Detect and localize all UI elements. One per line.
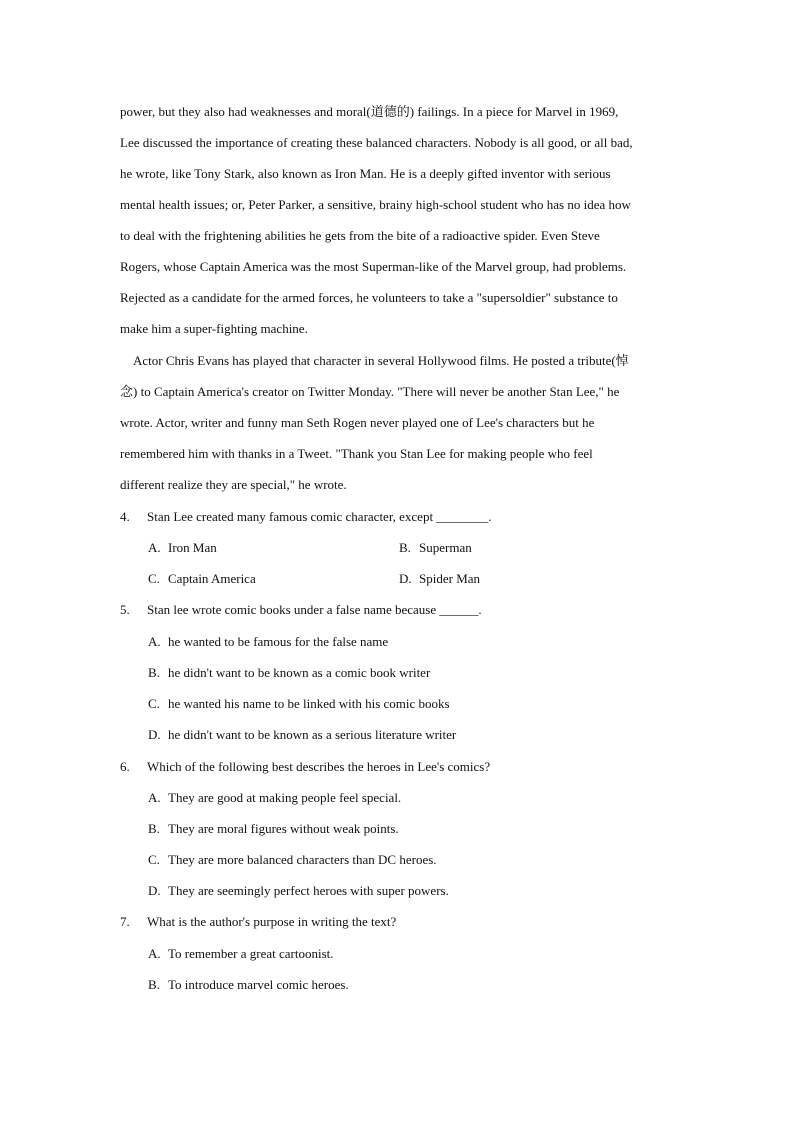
passage-line: remembered him with thanks in a Tweet. "Thank you Stan Lee for making people who feel bbox=[120, 446, 593, 461]
passage-line: Rogers, whose Captain America was the most Superman-like of the Marvel group, had problems. bbox=[120, 259, 627, 274]
option-text: To remember a great cartoonist. bbox=[168, 946, 334, 961]
option-text: Spider Man bbox=[419, 571, 481, 586]
option-text: he wanted his name to be linked with his comic books bbox=[168, 696, 450, 711]
passage-line: Lee discussed the importance of creating these balanced characters. Nobody is all good, or all bad, bbox=[120, 135, 633, 150]
question-5-option-b bbox=[148, 664, 430, 682]
option-letter: B. bbox=[148, 665, 160, 680]
question-4-option-b bbox=[399, 539, 472, 557]
question-4-option-a bbox=[148, 539, 217, 557]
option-letter: B. bbox=[148, 821, 160, 836]
question-number: 5. bbox=[120, 602, 130, 617]
passage-line: different realize they are special," he wrote. bbox=[120, 477, 347, 492]
passage-line: wrote. Actor, writer and funny man Seth Rogen never played one of Lee's characters but he bbox=[120, 415, 595, 430]
option-text: They are good at making people feel special. bbox=[168, 790, 402, 805]
question-7-stem bbox=[120, 913, 396, 931]
question-6-option-d bbox=[148, 882, 449, 900]
option-letter: B. bbox=[148, 977, 160, 992]
option-text: Superman bbox=[419, 540, 472, 555]
question-7-option-a bbox=[148, 945, 334, 963]
passage-line: make him a super-fighting machine. bbox=[120, 321, 308, 336]
question-text: Stan Lee created many famous comic character, except ________. bbox=[147, 509, 492, 524]
option-letter: C. bbox=[148, 696, 160, 711]
question-number: 7. bbox=[120, 914, 130, 929]
option-letter: D. bbox=[148, 727, 161, 742]
question-5-option-d bbox=[148, 726, 456, 744]
option-letter: B. bbox=[399, 540, 411, 555]
option-text: They are moral figures without weak points. bbox=[168, 821, 399, 836]
option-text: he didn't want to be known as a serious literature writer bbox=[168, 727, 457, 742]
question-5-option-c bbox=[148, 695, 450, 713]
question-5-stem bbox=[120, 601, 482, 619]
option-text: Captain America bbox=[168, 571, 256, 586]
question-text: Stan lee wrote comic books under a false name because ______. bbox=[147, 602, 482, 617]
question-number: 6. bbox=[120, 759, 130, 774]
question-4-option-c bbox=[148, 570, 256, 588]
option-letter: C. bbox=[148, 852, 160, 867]
option-letter: D. bbox=[148, 883, 161, 898]
passage-line: power, but they also had weaknesses and moral(道德的) failings. In a piece for Marvel in 1969, bbox=[120, 104, 619, 119]
option-text: They are seemingly perfect heroes with super powers. bbox=[168, 883, 449, 898]
option-text: To introduce marvel comic heroes. bbox=[168, 977, 349, 992]
question-4-stem bbox=[120, 508, 492, 526]
passage-line: Rejected as a candidate for the armed forces, he volunteers to take a "supersoldier" substance to bbox=[120, 290, 618, 305]
question-text: Which of the following best describes the heroes in Lee's comics? bbox=[147, 759, 491, 774]
option-letter: A. bbox=[148, 946, 161, 961]
question-6-option-a bbox=[148, 789, 401, 807]
option-letter: A. bbox=[148, 790, 161, 805]
option-letter: C. bbox=[148, 571, 160, 586]
question-text: What is the author's purpose in writing the text? bbox=[147, 914, 397, 929]
passage-line: mental health issues; or, Peter Parker, a sensitive, brainy high-school student who has no idea how bbox=[120, 197, 631, 212]
option-text: he didn't want to be known as a comic book writer bbox=[168, 665, 431, 680]
question-6-stem bbox=[120, 758, 490, 776]
option-letter: A. bbox=[148, 540, 161, 555]
question-7-option-b bbox=[148, 976, 349, 994]
option-text: Iron Man bbox=[168, 540, 217, 555]
passage-line: 念) to Captain America's creator on Twitter Monday. "There will never be another Stan Lee," he bbox=[120, 384, 620, 399]
question-4-option-d bbox=[399, 570, 480, 588]
option-text: he wanted to be famous for the false name bbox=[168, 634, 389, 649]
option-letter: A. bbox=[148, 634, 161, 649]
question-6-option-c bbox=[148, 851, 437, 869]
passage-line: Actor Chris Evans has played that character in several Hollywood films. He posted a tribute(悼 bbox=[133, 353, 629, 368]
question-6-option-b bbox=[148, 820, 399, 838]
option-text: They are more balanced characters than DC heroes. bbox=[168, 852, 437, 867]
question-5-option-a bbox=[148, 633, 388, 651]
passage-line: to deal with the frightening abilities he gets from the bite of a radioactive spider. Even Steve bbox=[120, 228, 600, 243]
option-letter: D. bbox=[399, 571, 412, 586]
question-number: 4. bbox=[120, 509, 130, 524]
passage-line: he wrote, like Tony Stark, also known as Iron Man. He is a deeply gifted inventor with serious bbox=[120, 166, 611, 181]
